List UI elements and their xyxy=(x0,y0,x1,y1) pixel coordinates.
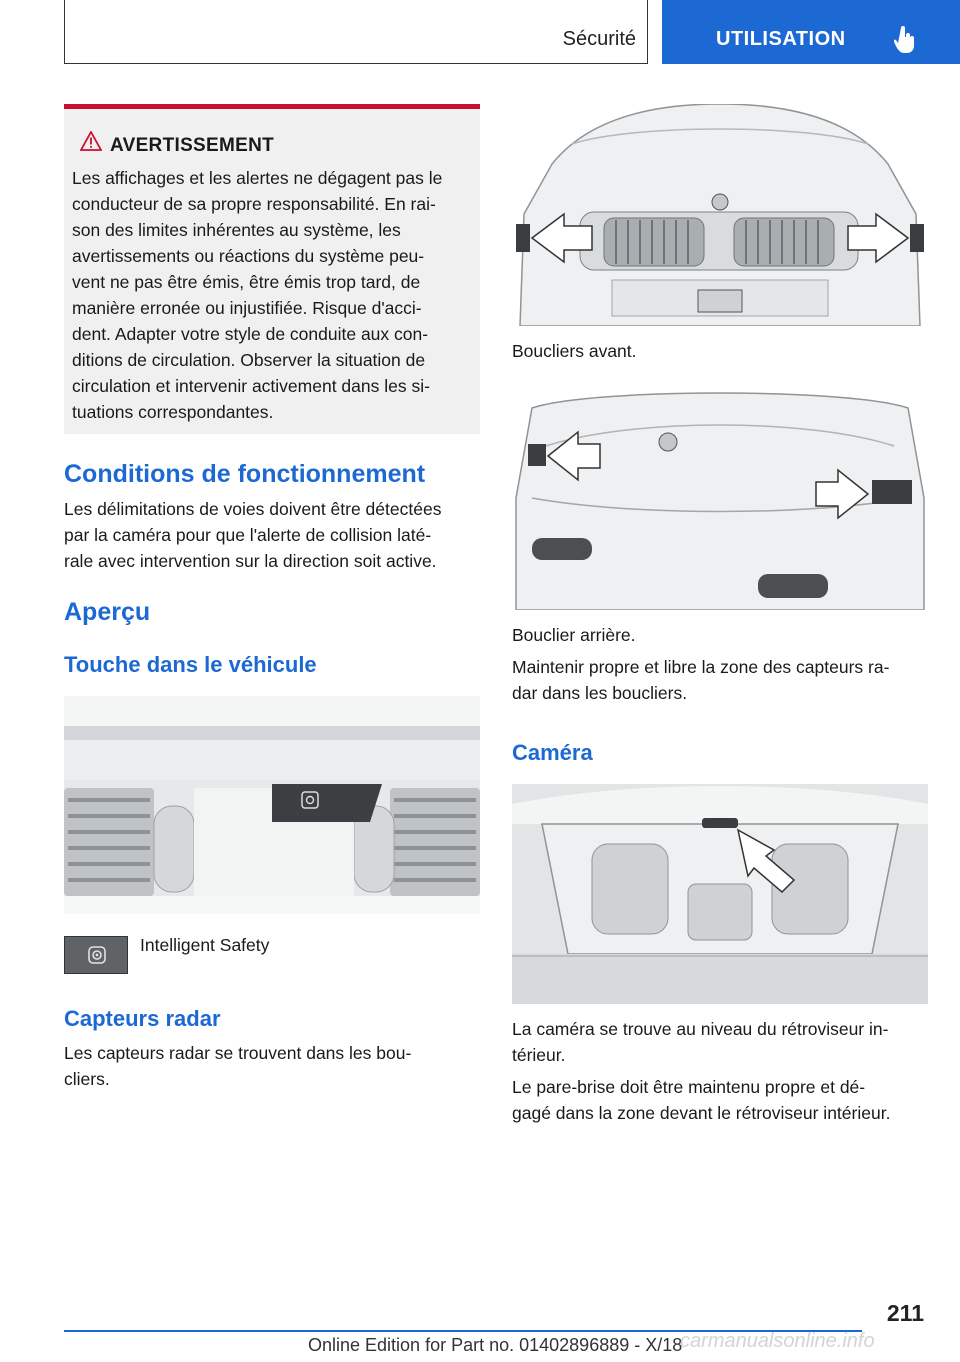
warning-triangle-icon xyxy=(80,131,102,156)
page-number: 211 xyxy=(886,1300,924,1326)
edition-text: Online Edition for Part no. 01402896889 - X/18 xyxy=(308,1335,683,1355)
camera-heading: Caméra xyxy=(512,740,593,765)
conditions-text: Les délimitations de voies doivent être détectées par la caméra pour que l'alerte de collision laté- rale avec intervention sur la direction soit active. xyxy=(64,499,442,571)
section-title: Sécurité xyxy=(562,28,636,50)
intelligent-safety-icon xyxy=(88,946,106,969)
conditions-heading: Conditions de fonctionnement xyxy=(64,460,426,488)
warning-box xyxy=(64,104,480,434)
apercu-heading: Aperçu xyxy=(64,598,151,626)
touche-heading: Touche dans le véhicule xyxy=(64,652,317,677)
windshield-text: Le pare-brise doit être maintenu propre et dé- gagé dans la zone devant le rétroviseur intérieur. xyxy=(512,1077,891,1123)
dashboard-button-figure xyxy=(64,696,480,914)
radar-maintenance-text: Maintenir propre et libre la zone des capteurs ra- dar dans les boucliers. xyxy=(512,657,890,703)
chapter-tab[interactable] xyxy=(662,0,960,64)
front-bumper-caption: Boucliers avant. xyxy=(512,341,637,361)
radar-text: Les capteurs radar se trouvent dans les bou- cliers. xyxy=(64,1043,412,1089)
rear-bumper-figure xyxy=(512,388,928,610)
header-frame xyxy=(64,0,648,64)
camera-figure xyxy=(512,784,928,1004)
camera-location-text: La caméra se trouve au niveau du rétroviseur in- térieur. xyxy=(512,1019,889,1065)
radar-heading: Capteurs radar xyxy=(64,1006,221,1031)
front-bumper-figure xyxy=(512,104,928,326)
watermark: carmanualsonline.info xyxy=(680,1330,875,1352)
intelligent-safety-label: Intelligent Safety xyxy=(140,935,270,955)
rear-bumper-caption: Bouclier arrière. xyxy=(512,625,636,645)
chapter-tab-label: UTILISATION xyxy=(716,28,846,50)
warning-text: Les affichages et les alertes ne dégagent pas le conducteur de sa propre responsabilité. En rai- son des limites inhérentes au système, les avertissements ou réactions du système peu- vent ne pas être émis, être émis trop tard, de manière erronée ou injustifiée. Risque d'acci- dent. Adapter votre style de conduite aux con- ditions de circulation. Observer la situation de circulation et intervenir activement dans les si- tuations correspondantes. xyxy=(72,168,443,422)
hand-pointer-icon xyxy=(894,26,916,59)
intelligent-safety-button[interactable] xyxy=(64,936,128,974)
warning-title: AVERTISSEMENT xyxy=(110,135,275,156)
